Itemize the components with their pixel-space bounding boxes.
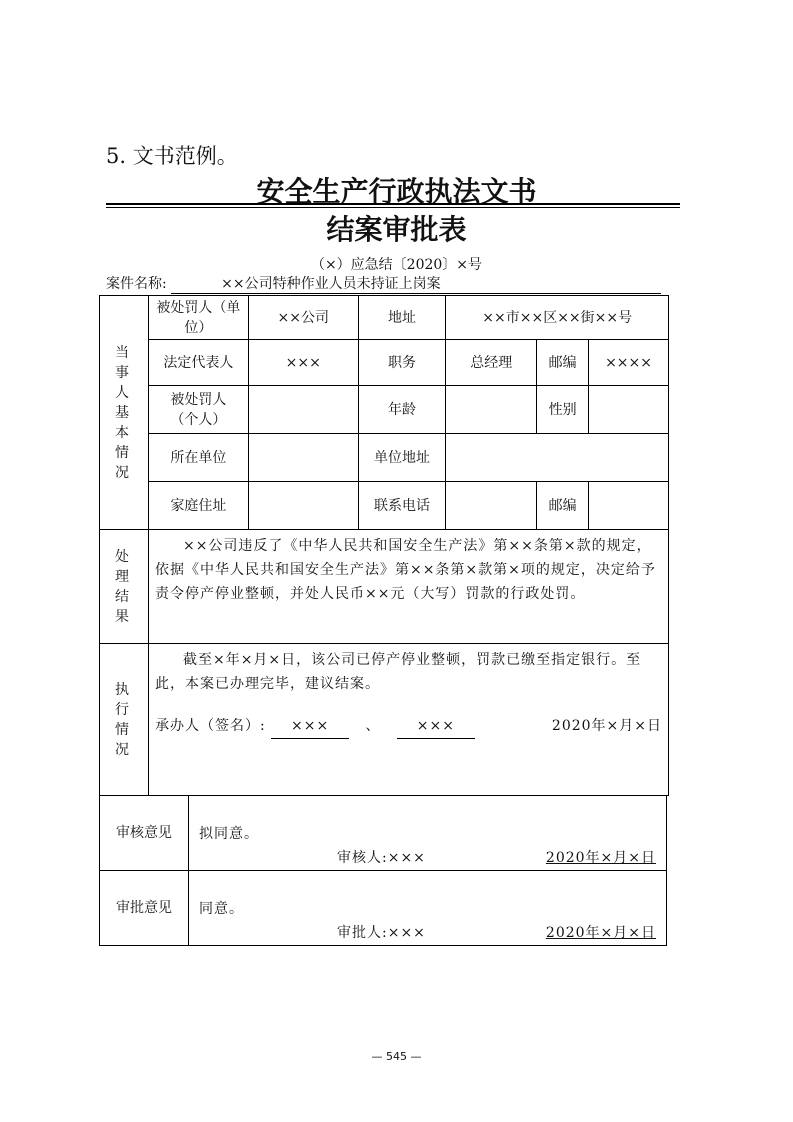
case-name: ××公司特种作业人员未持证上岗案	[171, 273, 661, 294]
page-number: — 545 —	[371, 1050, 422, 1063]
age	[446, 386, 537, 434]
employer-address	[446, 434, 669, 482]
gender	[589, 386, 669, 434]
form-title: 结案审批表	[326, 213, 467, 246]
review-label: 审核意见	[100, 796, 189, 871]
employer	[248, 434, 358, 482]
doc-number: （×）应急结〔2020〕×号	[310, 257, 483, 273]
case-name-label: 案件名称:	[106, 276, 167, 292]
phone-label: 联系电话	[358, 482, 446, 530]
case-name-row	[106, 273, 680, 294]
doc-title: 安全生产行政执法文书	[256, 175, 537, 208]
party-table	[99, 295, 669, 796]
penalized-person-label: 被处罚人（个人）	[148, 386, 248, 434]
age-label: 年龄	[358, 386, 446, 434]
approval-table	[99, 795, 667, 946]
review-signer: 审核人:×××	[337, 850, 426, 866]
party-label: 当事人基本情况	[100, 296, 149, 530]
legal-rep: ×××	[248, 340, 358, 386]
penalized-person	[248, 386, 358, 434]
position: 总经理	[446, 340, 537, 386]
approval-date: 2020年×月×日	[545, 925, 656, 941]
approval-signer: 审批人:×××	[337, 925, 426, 941]
execution-date: 2020年×月×日	[551, 718, 662, 734]
execution-label: 执行情况	[100, 644, 149, 796]
employer-address-label: 单位地址	[358, 434, 446, 482]
result-text: ××公司违反了《中华人民共和国安全生产法》第××条第×款的规定，依据《中华人民共和国安全生产法》第××条第×款第×项的规定，决定给予责令停产停业整顿，并处人民币××元（大写）罚款的行政处罚。	[148, 530, 668, 644]
handler-2: ×××	[397, 714, 475, 739]
handler-label: 承办人（签名）:	[154, 718, 266, 734]
position-label: 职务	[358, 340, 446, 386]
postcode2	[589, 482, 669, 530]
penalized-unit: ××公司	[248, 296, 358, 340]
handler-1: ×××	[271, 714, 349, 739]
approval-label: 审批意见	[100, 871, 189, 946]
postcode2-label: 邮编	[537, 482, 589, 530]
address-label: 地址	[358, 296, 446, 340]
approval-opinion: 同意。	[199, 901, 244, 917]
home-address	[248, 482, 358, 530]
home-address-label: 家庭住址	[148, 482, 248, 530]
execution-text: 截至×年×月×日，该公司已停产停业整顿，罚款已缴至指定银行。至此，本案已办理完毕，建议结案。	[154, 652, 642, 692]
handler-sep: 、	[365, 718, 381, 734]
address: ××市××区××街××号	[446, 296, 669, 340]
postcode-label: 邮编	[537, 340, 589, 386]
gender-label: 性别	[537, 386, 589, 434]
phone	[446, 482, 537, 530]
result-label: 处理结果	[100, 530, 149, 644]
review-date: 2020年×月×日	[545, 850, 656, 866]
review-opinion: 拟同意。	[199, 826, 259, 842]
employer-label: 所在单位	[148, 434, 248, 482]
penalized-unit-label: 被处罚人（单位）	[148, 296, 248, 340]
legal-rep-label: 法定代表人	[148, 340, 248, 386]
postcode: ××××	[589, 340, 669, 386]
section-heading: 5. 文书范例。	[106, 144, 238, 168]
